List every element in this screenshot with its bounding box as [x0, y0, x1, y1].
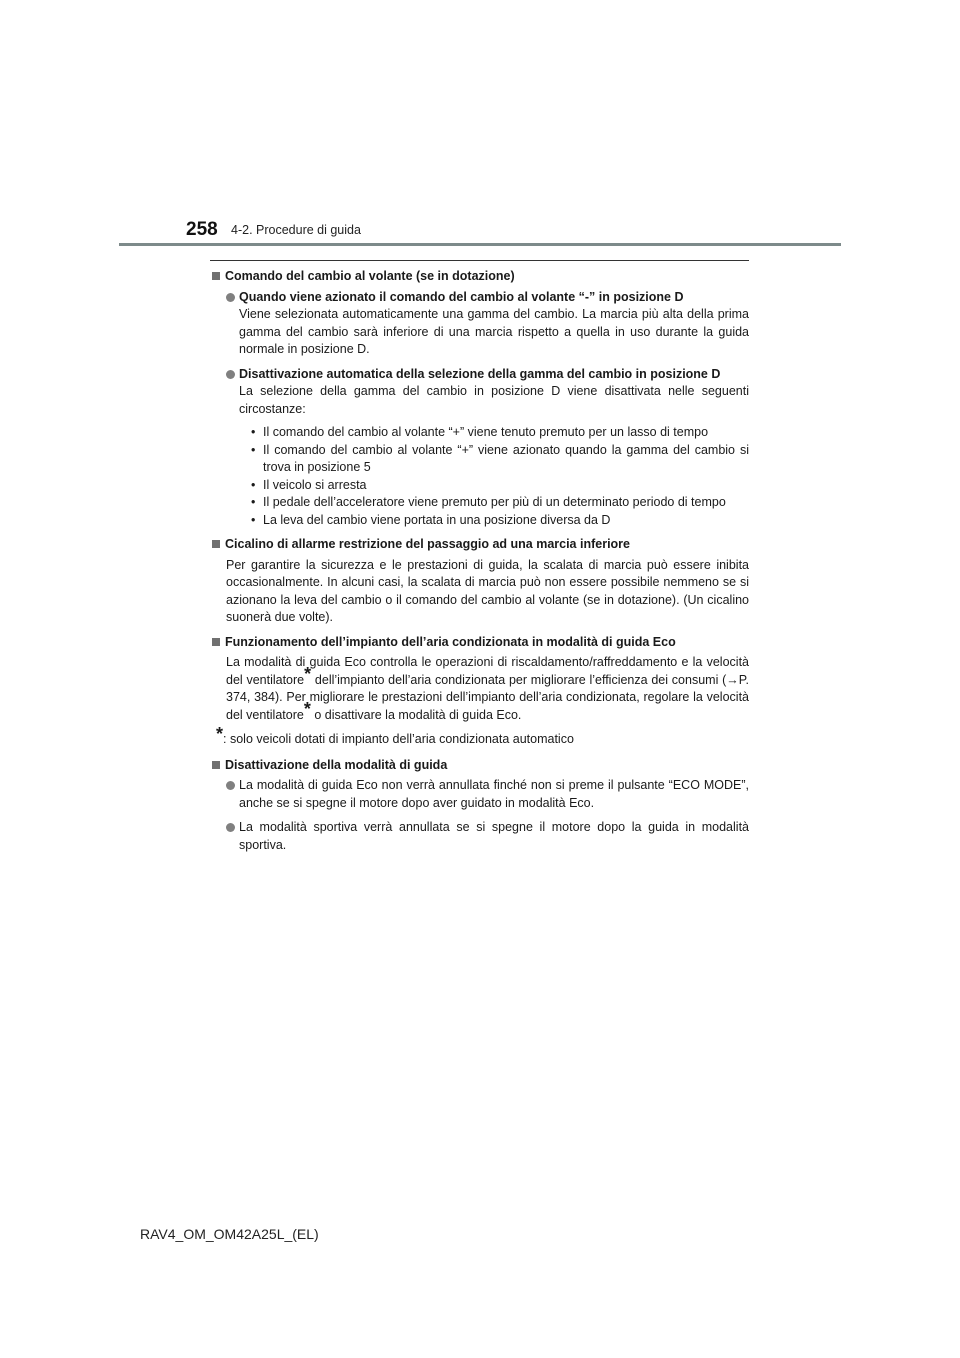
document-code: RAV4_OM_OM42A25L_(EL) [140, 1226, 319, 1242]
asterisk-mark: * [216, 724, 224, 744]
bullet-item: • Il comando del cambio al volante “+” viene tenuto premuto per un lasso di tempo [251, 424, 749, 442]
footnote [210, 724, 749, 749]
section-title [210, 634, 749, 652]
text-part: La modalità di guida Eco controlla le operazioni di riscaldamento/raffreddamento e la velocità del ventilatore [226, 655, 749, 687]
section-title-text: Cicalino di allarme restrizione del passaggio ad una marcia inferiore [225, 537, 630, 551]
section-eco-air-conditioning [210, 634, 749, 725]
asterisk-mark: * [304, 663, 312, 684]
square-bullet-icon [212, 540, 220, 548]
list-item [210, 777, 749, 812]
circle-bullet-icon [226, 370, 235, 379]
circle-bullet-icon [226, 823, 235, 832]
bullet-item: • La leva del cambio viene portata in una posizione diversa da D [251, 512, 749, 530]
item-text: La selezione della gamma del cambio in posizione D viene disattivata nelle seguenti circostanze: [239, 384, 749, 416]
circle-bullet-icon [226, 781, 235, 790]
page-content [210, 268, 749, 861]
asterisk-mark: * [303, 698, 311, 719]
arrow-icon: → [726, 672, 739, 687]
section-title-text: Comando del cambio al volante (se in dotazione) [225, 269, 515, 283]
bullet-item: • Il comando del cambio al volante “+” viene azionato quando la gamma del cambio si trova in posizione 5 [251, 442, 749, 477]
section-paddle-shift [210, 268, 749, 529]
bullet-item: • Il pedale dell’acceleratore viene premuto per più di un determinato periodo di tempo [251, 494, 749, 512]
section-text [210, 654, 749, 724]
square-bullet-icon [212, 638, 220, 646]
circle-bullet-icon [226, 293, 235, 302]
item-text: La modalità sportiva verrà annullata se si spegne il motore dopo la guida in modalità sportiva. [239, 820, 749, 852]
section-title [210, 757, 749, 775]
item-text: La modalità di guida Eco non verrà annullata finché non si preme il pulsante “ECO MODE”, anche se si spegne il motore dopo aver guidato in modalità Eco. [239, 778, 749, 810]
bullet-item: • Il veicolo si arresta [251, 477, 749, 495]
content-divider [210, 260, 749, 261]
section-downshift-buzzer [210, 536, 749, 627]
section-title [210, 536, 749, 554]
item-text: Viene selezionata automaticamente una gamma del cambio. La marcia più alta della prima gamma del cambio sarà inferiore di una marcia rispetto a quella in uso durante la guida normale in posizione D. [239, 307, 749, 356]
text-part: dell’impianto dell’aria condizionata per migliorare l’efficienza dei consumi ( [311, 672, 727, 687]
list-item [210, 366, 749, 530]
page-number: 258 [186, 219, 218, 240]
bullet-list [239, 424, 749, 529]
page-reference-link[interactable]: P. 374, 384). Per migliorare le prestazioni dell’impianto dell’aria condizionata, regolare la velocità del ventilatore [226, 672, 749, 722]
header-divider [119, 243, 841, 246]
item-title: Quando viene azionato il comando del cambio al volante “-” in posizione D [239, 289, 684, 304]
square-bullet-icon [212, 761, 220, 769]
section-drive-mode-cancel [210, 757, 749, 855]
section-title [210, 268, 749, 286]
chapter-title: 4-2. Procedure di guida [231, 223, 361, 237]
text-part: o disattivare la modalità di guida Eco. [310, 707, 522, 722]
section-title-text: Funzionamento dell’impianto dell’aria condizionata in modalità di guida Eco [225, 634, 676, 649]
item-title: Disattivazione automatica della selezione della gamma del cambio in posizione D [239, 366, 721, 381]
list-item [210, 289, 749, 359]
list-item [210, 819, 749, 854]
section-title-text: Disattivazione della modalità di guida [225, 757, 448, 772]
footnote-text: : solo veicoli dotati di impianto dell’aria condizionata automatico [223, 732, 574, 746]
section-text: Per garantire la sicurezza e le prestazioni di guida, la scalata di marcia può essere inibita occasionalmente. In alcuni casi, la scalata di marcia può non essere possibile nemmeno se si azionano la leva del cambio o il comando del cambio al volante (se in dotazione). (Un cicalino suonerà due volte). [226, 557, 749, 624]
square-bullet-icon [212, 272, 220, 280]
